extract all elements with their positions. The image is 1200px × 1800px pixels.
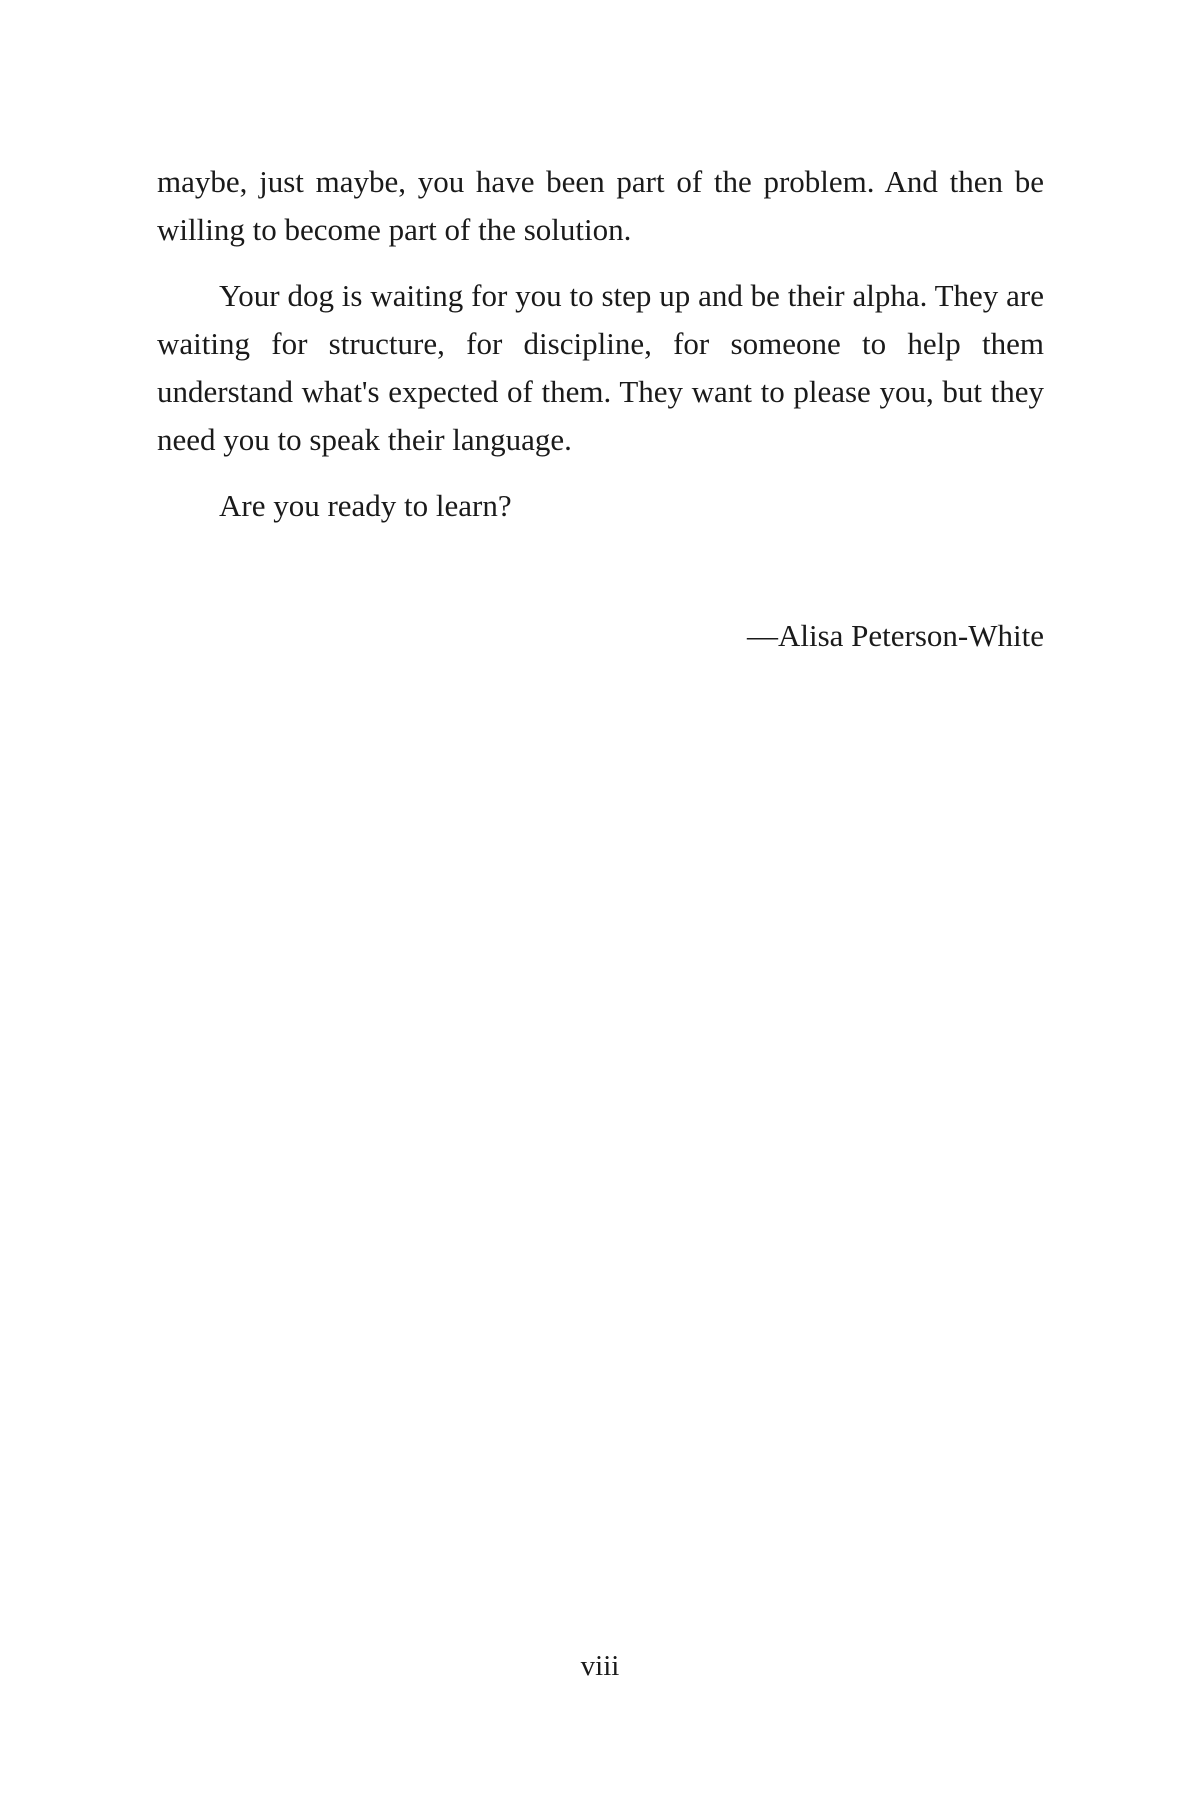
paragraph-question: Are you ready to learn? (219, 488, 512, 523)
author-signature: —Alisa Peterson-White (746, 618, 1044, 653)
paragraph-continuation: maybe, just maybe, you have been part of the problem. And then be willing to become part of the solution. (157, 164, 1044, 247)
paragraph-alpha: Your dog is waiting for you to step up and be their alpha. They are waiting for structure, for discipline, for someone to help them understand what's expected of them. They want to please you, but they need you to speak their language. (157, 278, 1044, 457)
page-number: viii (580, 1650, 620, 1682)
body-text (157, 158, 1044, 548)
